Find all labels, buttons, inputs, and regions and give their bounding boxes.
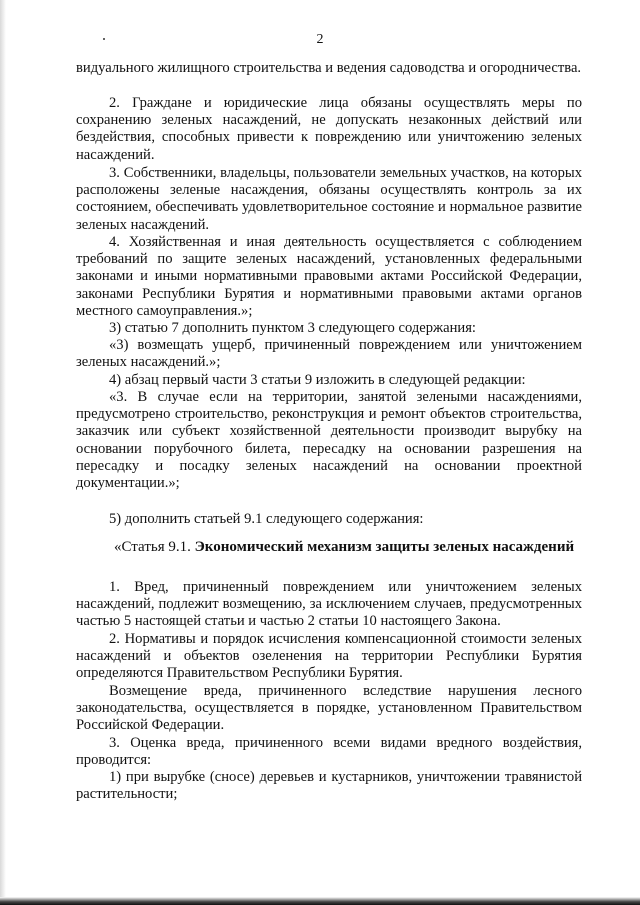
- article-paragraph-3-item-1: 1) при вырубке (сносе) деревьев и кустарников, уничтожении травянистой растительности;: [76, 769, 582, 803]
- article-heading: [114, 538, 574, 556]
- scan-bottom-edge: [0, 897, 640, 905]
- article-paragraph-3: 3. Оценка вреда, причиненного всеми видами вредного воздействия, проводится:: [76, 735, 582, 769]
- scan-edge-shadow: [0, 0, 6, 905]
- paragraph-continuation: видуального жилищного строительства и ведения садоводства и огородничества.: [76, 60, 582, 76]
- paragraph-amendment-5: 5) дополнить статьей 9.1 следующего содержания:: [109, 511, 424, 527]
- paragraph-amendment-4: 4) абзац первый части 3 статьи 9 изложить в следующей редакции:: [109, 372, 526, 388]
- page-number: 2: [316, 32, 324, 47]
- article-heading-prefix: «Статья 9.1.: [114, 539, 191, 555]
- article-paragraph-2: 2. Нормативы и порядок исчисления компенсационной стоимости зеленых насаждений и объектов озеленения на территории Республики Бурятия определяются Правительством Республики Бурятия.: [76, 631, 582, 682]
- article-paragraph-2-cont: Возмещение вреда, причиненного вследствие нарушения лесного законодательства, осуществляется в порядке, установленном Правительством Российской Федерации.: [76, 683, 582, 734]
- paragraph-point-4: 4. Хозяйственная и иная деятельность осуществляется с соблюдением требований по защите зеленых насаждений, установленных федеральными законами и иными нормативными правовыми актами Российской Федерации, законами Республики Бурятия и нормативными правовыми актами органов местного самоуправления.»;: [76, 234, 582, 319]
- paragraph-amendment-3-text: «3) возмещать ущерб, причиненный повреждением или уничтожением зеленых насаждений.»;: [76, 337, 582, 371]
- paragraph-point-2: 2. Граждане и юридические лица обязаны осуществлять меры по сохранению зеленых насаждений, не допускать незаконных действий или бездействия, способных привести к повреждению или уничтожению зеленых насаждений.: [76, 95, 582, 163]
- paragraph-amendment-3: 3) статью 7 дополнить пунктом 3 следующего содержания:: [109, 320, 476, 336]
- article-heading-title: Экономический механизм защиты зеленых насаждений: [194, 539, 575, 555]
- paragraph-point-3: 3. Собственники, владельцы, пользователи земельных участков, на которых расположены зеленые насаждения, обязаны осуществлять контроль за их состоянием, обеспечивать удовлетворительное состояние и нормальное развитие зеленых насаждений.: [76, 165, 582, 233]
- article-paragraph-1: 1. Вред, причиненный повреждением или уничтожением зеленых насаждений, подлежит возмещению, за исключением случаев, предусмотренных частью 5 настоящей статьи и частью 2 статьи 10 настоящего Закона.: [76, 579, 582, 630]
- paragraph-amendment-4-text: «3. В случае если на территории, занятой зелеными насаждениями, предусмотрено строительство, реконструкция и ремонт объектов строительства, заказчик или субъект хозяйственной деятельности производит вырубку на основании порубочного билета, пересадку на основании разрешения на пересадку и посадку зеленых насаждений на основании проектной документации.»;: [76, 389, 582, 492]
